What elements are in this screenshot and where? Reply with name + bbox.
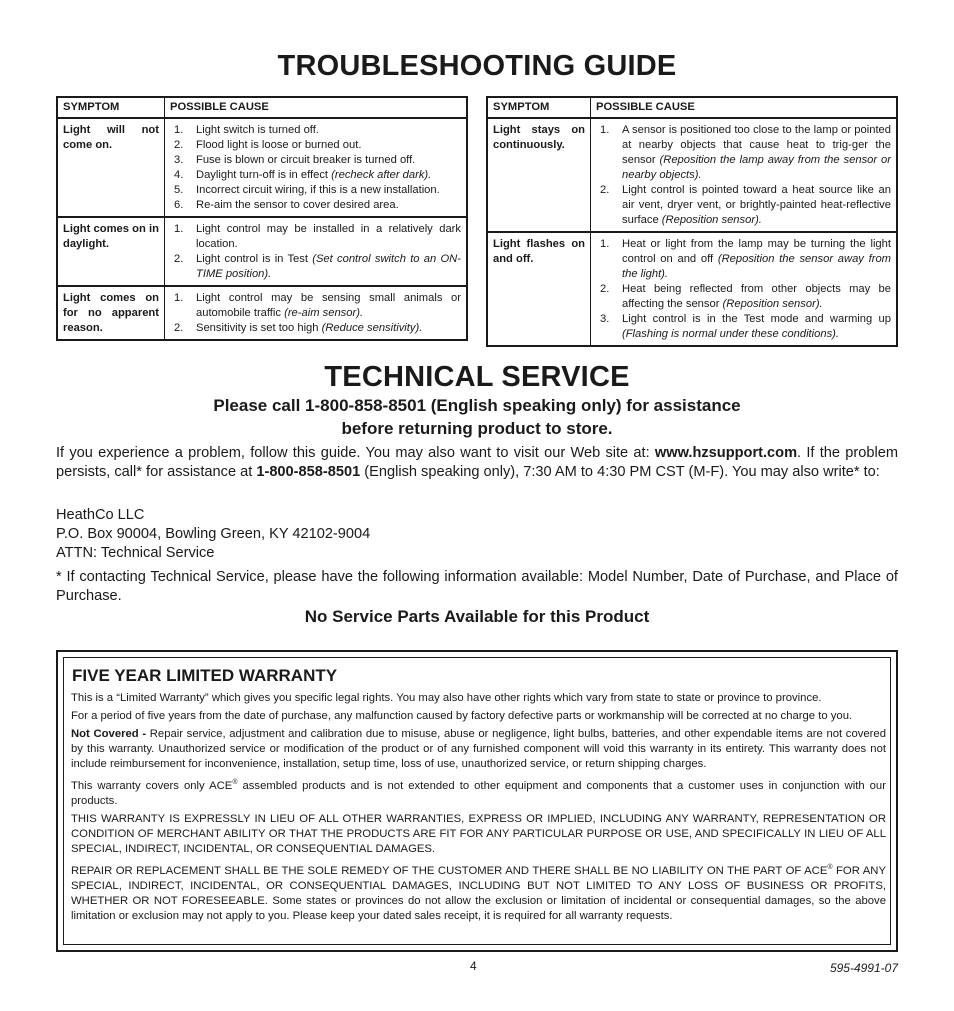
troubleshooting-row <box>57 217 467 286</box>
warranty-paragraph-1: This is a “Limited Warranty” which gives you specific legal rights. You may also have other rights which vary from state to state or province to province. <box>71 692 822 704</box>
symptom-cell: Light comes on for no apparent reason. <box>57 286 165 340</box>
cause-number: 2. <box>600 283 610 295</box>
cause-number: 2. <box>174 322 184 334</box>
cause-description: Sensitivity is set too high <box>196 322 322 334</box>
cause-cell <box>591 118 898 232</box>
warranty-box <box>56 650 898 952</box>
cause-description: Heat or light from the lamp may be turning the light control on and off <box>622 238 891 265</box>
symptom-header: SYMPTOM <box>487 97 591 118</box>
cause-description: Light switch is turned off. <box>196 124 319 136</box>
cause-item <box>170 222 461 252</box>
cause-item <box>170 153 461 168</box>
cause-number: 6. <box>174 199 184 211</box>
warranty-paragraph-6 <box>71 860 886 924</box>
warranty-text: REPAIR OR REPLACEMENT SHALL BE THE SOLE REMEDY OF THE CUSTOMER AND THERE SHALL BE NO LIABILITY ON THE PART OF ACE <box>71 864 828 877</box>
cause-item <box>170 252 461 282</box>
warranty-paragraph-5: THIS WARRANTY IS EXPRESSLY IN LIEU OF ALL OTHER WARRANTIES, EXPRESS OR IMPLIED, INCLUDING ANY WARRANTY, REPRESENTATION OR CONDITION OF MERCHANT ABILITY OR THAT THE PRODUCTS ARE FIT FOR ANY PARTICULAR PURPOSE OR USE, AND SPECIFICALLY IN LIEU OF ALL SPECIAL, INDIRECT, INCIDENTAL, OR CONSEQUENTIAL DAMAGES. <box>71 812 886 855</box>
cause-remedy-note: (recheck after dark). <box>331 169 432 181</box>
not-covered-text: Repair service, adjustment and calibration due to misuse, abuse or negligence, light bulbs, batteries, and other expendable items are not covered by this warranty. Unauthorized service or modification of the product or of any furnished component will void this warranty in its entirety. This warranty does not include reimbursement for inconvenience, installation, setup time, loss of use, unauthorized service, or return shipping charges. <box>71 728 886 770</box>
symptom-cell: Light flashes on and off. <box>487 232 591 346</box>
cause-remedy-note: (re-aim sensor). <box>284 307 364 319</box>
cause-text <box>196 291 461 321</box>
cause-remedy-note: (Reduce sensitivity). <box>321 322 423 334</box>
call-line-2: before returning product to store. <box>341 419 613 438</box>
cause-item <box>170 123 461 138</box>
cause-number: 1. <box>600 124 610 136</box>
troubleshooting-row <box>57 286 467 340</box>
address-line-3: ATTN: Technical Service <box>56 545 215 561</box>
cause-description: Fuse is blown or circuit breaker is turned off. <box>196 154 416 166</box>
cause-text <box>196 123 461 138</box>
cause-number: 3. <box>600 313 610 325</box>
cause-number: 2. <box>600 184 610 196</box>
troubleshooting-table-right <box>486 96 898 347</box>
symptom-cell: Light stays on continuously. <box>487 118 591 232</box>
cause-item <box>170 138 461 153</box>
symptom-cell: Light comes on in daylight. <box>57 217 165 286</box>
cause-number: 1. <box>174 124 184 136</box>
cause-text <box>622 183 891 228</box>
warranty-paragraph-3 <box>71 727 886 772</box>
cause-text <box>196 321 461 336</box>
cause-description: Flood light is loose or burned out. <box>196 139 362 151</box>
cause-text <box>196 168 461 183</box>
troubleshooting-title: TROUBLESHOOTING GUIDE <box>277 50 677 82</box>
cause-cell <box>165 118 468 217</box>
warranty-title: FIVE YEAR LIMITED WARRANTY <box>72 666 338 685</box>
page-number: 4 <box>470 959 477 973</box>
cause-text <box>196 183 461 198</box>
cause-item <box>170 291 461 321</box>
warranty-paragraph-4 <box>71 775 886 809</box>
cause-remedy-note: (Reposition the sensor away from the light). <box>622 253 891 280</box>
cause-text <box>196 252 461 282</box>
cause-number: 2. <box>174 139 184 151</box>
cause-list <box>170 291 461 336</box>
cause-number: 1. <box>174 223 184 235</box>
warranty-text: FOR ANY SPECIAL, INDIRECT, INCIDENTAL, OR CONSEQUENTIAL DAMAGES, INCLUDING BUT NOT LIMITED TO ANY LOSS OF BUSINESS OR PROFITS, WHETHER OR NOT FORESEEABLE. Some states or provinces do not allow the exclusion or limitation of incidental or consequential damages, so the above limitation or exclusion may not apply to you. Please keep your dated sales receipt, it is required for all warranty requests. <box>71 864 886 922</box>
service-text-c: (English speaking only), 7:30 AM to 4:30 PM CST (M-F). You may also write* to: <box>360 464 880 480</box>
cause-description: Light control is pointed toward a heat source like an air vent, dryer vent, or brightly-painted heat-reflective surface <box>622 184 891 226</box>
possible-cause-header: POSSIBLE CAUSE <box>591 97 898 118</box>
cause-item <box>596 312 891 342</box>
support-phone: 1-800-858-8501 <box>256 464 361 480</box>
no-service-parts-heading: No Service Parts Available for this Product <box>304 607 650 626</box>
cause-remedy-note: (Reposition sensor). <box>661 214 762 226</box>
cause-text <box>196 198 461 213</box>
cause-item <box>596 123 891 183</box>
cause-list <box>596 237 891 342</box>
cause-description: Light control may be sensing small animals or automobile traffic <box>196 292 461 319</box>
cause-item <box>170 198 461 213</box>
cause-item <box>596 183 891 228</box>
cause-item <box>596 282 891 312</box>
warranty-inner-border <box>63 657 891 945</box>
not-covered-label: Not Covered - <box>71 728 150 740</box>
troubleshooting-row <box>487 118 897 232</box>
cause-text <box>622 237 891 282</box>
cause-remedy-note: (Set control switch to an ON-TIME position). <box>196 253 461 280</box>
cause-description: Light control may be installed in a relatively dark location. <box>196 223 461 250</box>
cause-text <box>622 282 891 312</box>
cause-item <box>596 237 891 282</box>
cause-remedy-note: (Flashing is normal under these conditions). <box>622 328 840 340</box>
mailing-address <box>56 506 898 563</box>
cause-remedy-note: (Reposition sensor). <box>722 298 823 310</box>
cause-cell <box>591 232 898 346</box>
cause-number: 1. <box>600 238 610 250</box>
troubleshooting-table-left <box>56 96 468 341</box>
cause-list <box>170 123 461 213</box>
cause-item <box>170 168 461 183</box>
support-website-link[interactable]: www.hzsupport.com <box>654 445 798 461</box>
service-paragraph <box>56 444 898 482</box>
cause-number: 1. <box>174 292 184 304</box>
cause-list <box>170 222 461 282</box>
cause-number: 3. <box>174 154 184 166</box>
technical-service-title: TECHNICAL SERVICE <box>324 361 630 393</box>
registered-mark: ® <box>827 863 833 871</box>
warranty-text: This warranty covers only ACE <box>71 779 233 792</box>
troubleshooting-row <box>57 118 467 217</box>
warranty-paragraph-2: For a period of five years from the date of purchase, any malfunction caused by factory defective parts or workmanship will be corrected at no charge to you. <box>71 710 853 722</box>
troubleshooting-row <box>487 232 897 346</box>
service-note: * If contacting Technical Service, please have the following information available: Model Number, Date of Purchase, and Place of Purchase. <box>56 569 898 604</box>
service-text-a: If you experience a problem, follow this guide. You may also want to visit our Web site at: <box>56 445 655 461</box>
cause-number: 2. <box>174 253 184 265</box>
symptom-header: SYMPTOM <box>57 97 165 118</box>
cause-number: 5. <box>174 184 184 196</box>
cause-list <box>596 123 891 228</box>
document-number: 595-4991-07 <box>829 961 898 975</box>
service-text-b: . If the problem persists, call* for assistance at <box>56 445 898 480</box>
warranty-body <box>71 691 886 927</box>
warranty-text: assembled products and is not extended to other equipment and components that a customer uses in conjunction with our products. <box>71 779 886 807</box>
cause-description: Heat being reflected from other objects may be affecting the sensor <box>622 283 891 310</box>
registered-mark: ® <box>232 779 238 786</box>
possible-cause-header: POSSIBLE CAUSE <box>165 97 468 118</box>
cause-cell <box>165 286 468 340</box>
cause-description: A sensor is positioned too close to the lamp or pointed at nearby objects that cause heat to trig-ger the sensor <box>622 124 891 166</box>
cause-cell <box>165 217 468 286</box>
cause-number: 4. <box>174 169 184 181</box>
cause-text <box>196 138 461 153</box>
cause-text <box>196 153 461 168</box>
cause-description: Light control is in Test <box>196 253 313 265</box>
address-line-1: HeathCo LLC <box>56 507 145 523</box>
cause-description: Daylight turn-off is in effect <box>196 169 332 181</box>
call-line-1: Please call 1-800-858-8501 (English speaking only) for assistance <box>213 396 741 415</box>
cause-text <box>622 123 891 183</box>
cause-remedy-note: (Reposition the lamp away from the sensor or nearby objects). <box>622 154 892 181</box>
cause-description: Re-aim the sensor to cover desired area. <box>196 199 399 211</box>
cause-description: Incorrect circuit wiring, if this is a new installation. <box>196 184 440 196</box>
cause-item <box>170 183 461 198</box>
cause-text <box>622 312 891 342</box>
cause-text <box>196 222 461 252</box>
symptom-cell: Light will not come on. <box>57 118 165 217</box>
cause-description: Light control is in the Test mode and warming up <box>622 313 891 325</box>
cause-item <box>170 321 461 336</box>
address-line-2: P.O. Box 90004, Bowling Green, KY 42102-9004 <box>56 526 371 542</box>
